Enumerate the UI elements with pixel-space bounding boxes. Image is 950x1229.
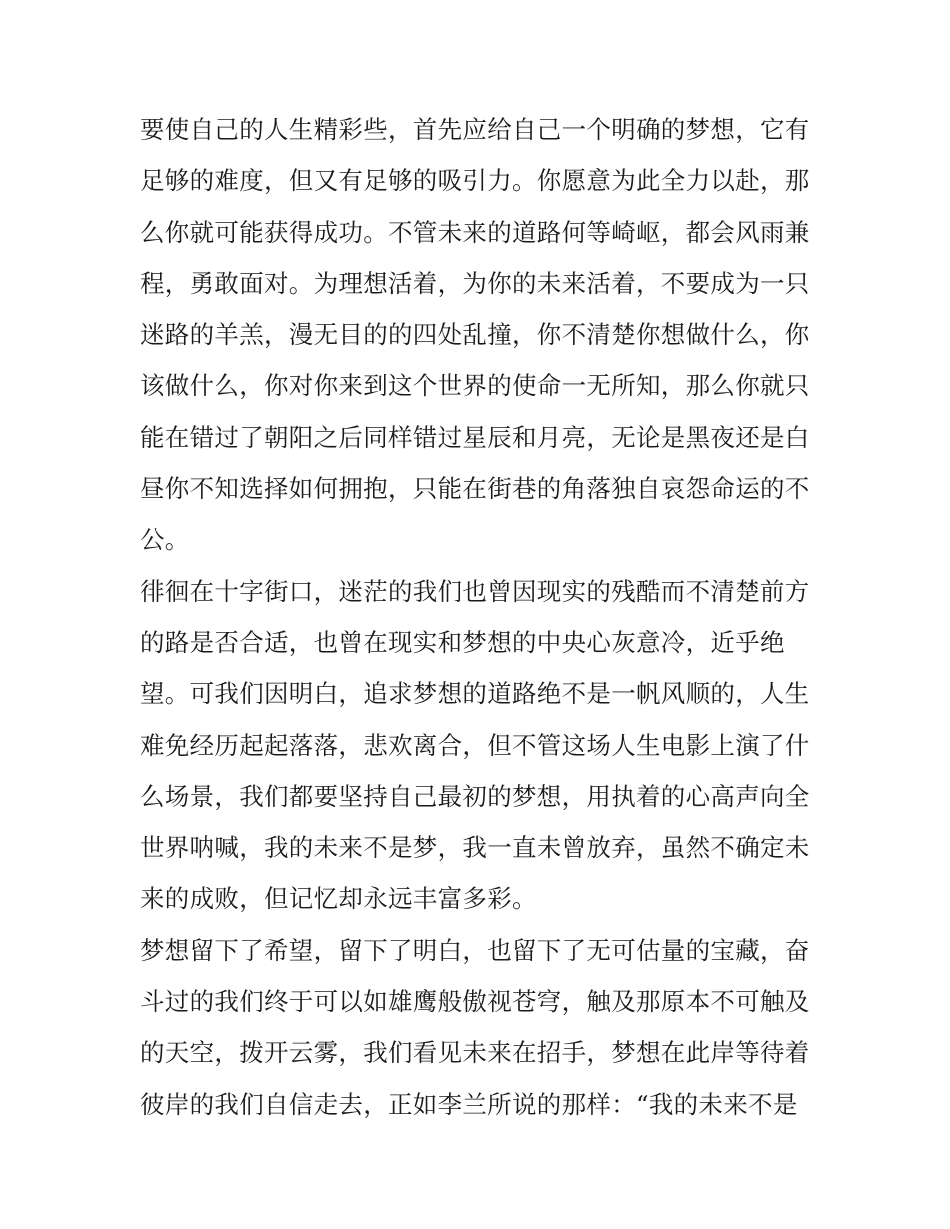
text-line: 梦想留下了希望，留下了明白，也留下了无可估量的宝藏，奋 <box>140 935 810 965</box>
text-line: 迷路的羊羔，漫无目的的四处乱撞，你不清楚你想做什么，你 <box>140 320 810 350</box>
text-line: 要使自己的人生精彩些，首先应给自己一个明确的梦想，它有 <box>140 115 810 144</box>
text-line: 望。可我们因明白，追求梦想的道路绝不是一帆风顺的，人生 <box>140 679 810 709</box>
text-line: 足够的难度，但又有足够的吸引力。你愿意为此全力以赴，那 <box>140 166 810 196</box>
text-line: 世界呐喊，我的未来不是梦，我一直未曾放弃，虽然不确定未 <box>140 833 810 863</box>
text-line: 么场景，我们都要坚持自己最初的梦想，用执着的心高声向全 <box>140 781 810 811</box>
text-line: 程，勇敢面对。为理想活着，为你的未来活着，不要成为一只 <box>140 268 810 298</box>
text-line: 能在错过了朝阳之后同样错过星辰和月亮，无论是黑夜还是白 <box>140 422 810 452</box>
text-line: 的天空，拨开云雾，我们看见未来在招手，梦想在此岸等待着 <box>140 1038 810 1068</box>
text-line: 么你就可能获得成功。不管未来的道路何等崎岖，都会风雨兼 <box>140 217 810 247</box>
text-line: 难免经历起起落落，悲欢离合，但不管这场人生电影上演了什 <box>140 730 810 760</box>
text-line: 来的成败，但记忆却永远丰富多彩。 <box>140 884 537 914</box>
essay-body <box>140 104 830 1130</box>
text-line: 公。 <box>140 525 190 555</box>
text-line: 彼岸的我们自信走去，正如李兰所说的那样：“我的未来不是 <box>140 1089 798 1119</box>
text-line: 昼你不知选择如何拥抱，只能在街巷的角落独自哀怨命运的不 <box>140 474 810 504</box>
text-line: 该做什么，你对你来到这个世界的使命一无所知，那么你就只 <box>140 371 810 401</box>
text-line: 斗过的我们终于可以如雄鹰般傲视苍穹，触及那原本不可触及 <box>140 987 810 1017</box>
text-line: 徘徊在十字街口，迷茫的我们也曾因现实的残酷而不清楚前方 <box>140 576 810 606</box>
text-line: 的路是否合适，也曾在现实和梦想的中央心灰意冷，近乎绝 <box>140 627 785 657</box>
